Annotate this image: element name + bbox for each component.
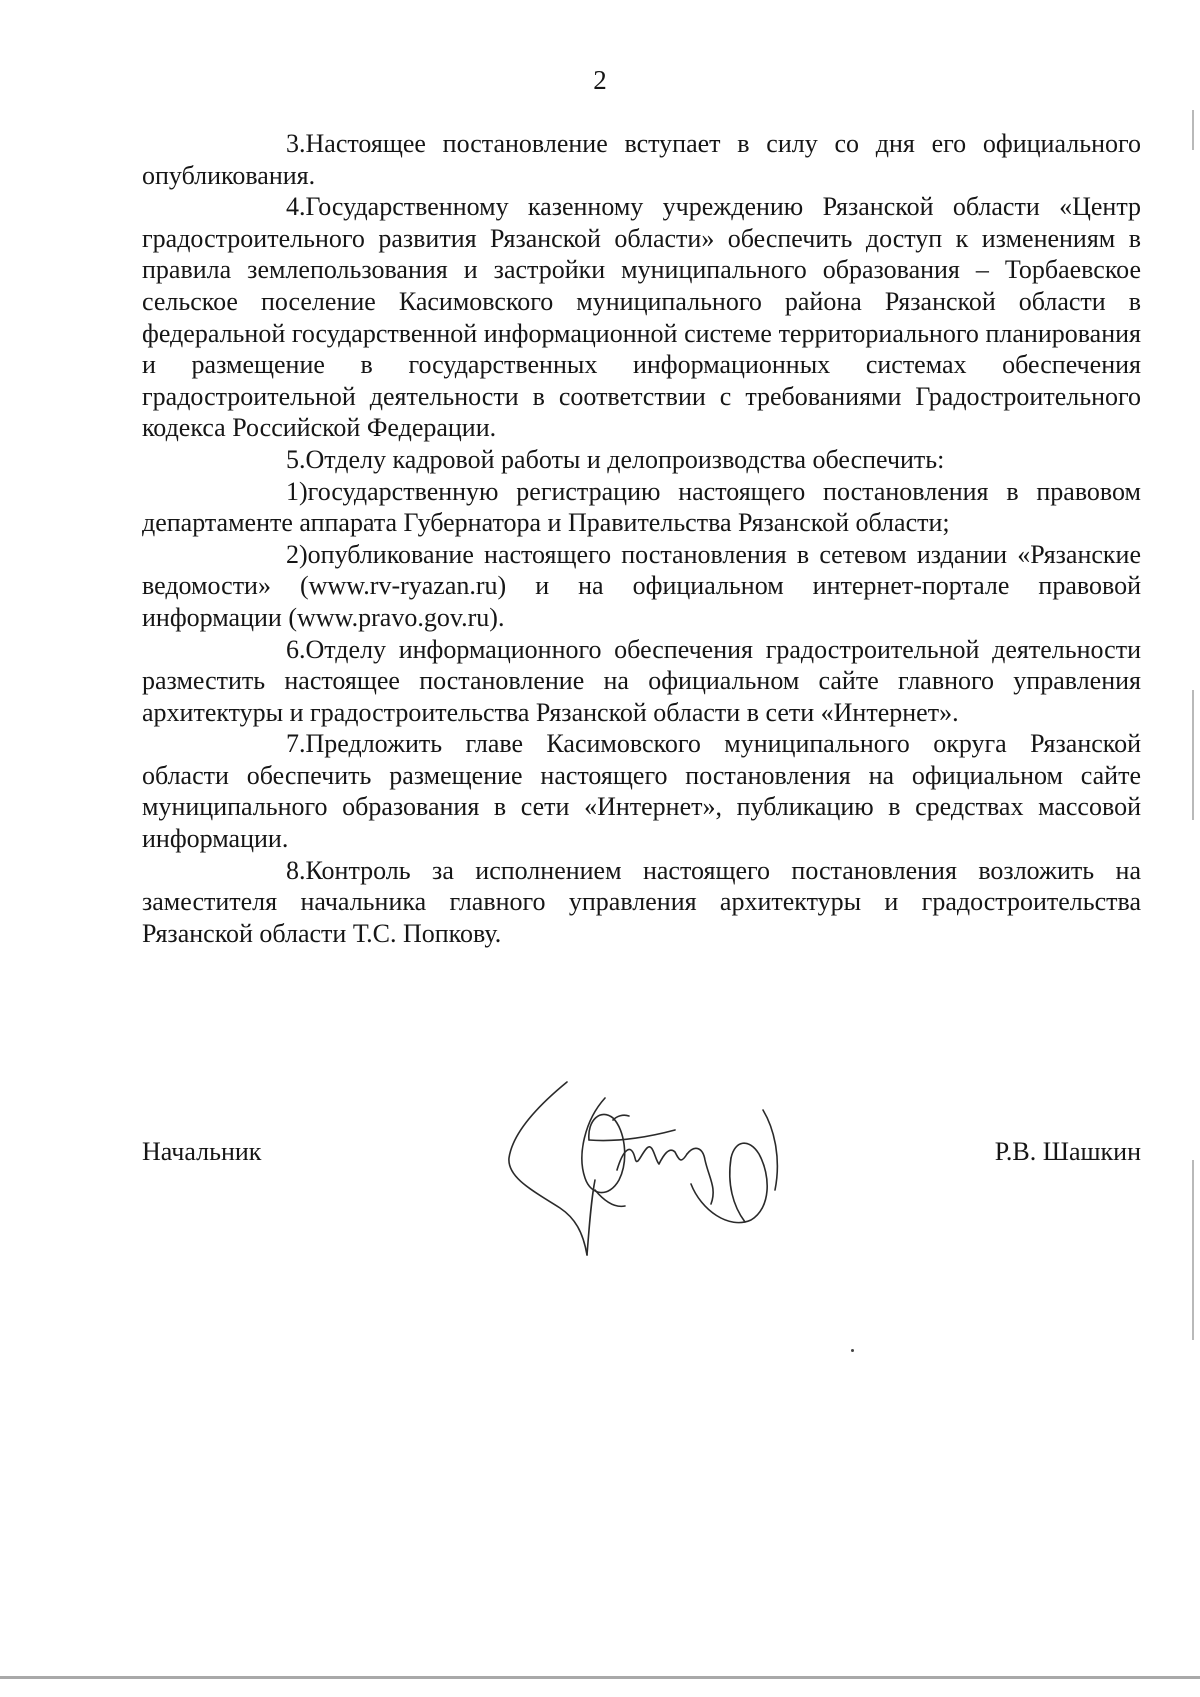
scan-speck bbox=[851, 1349, 854, 1352]
paragraph-7 bbox=[142, 728, 1141, 854]
paragraph-4 bbox=[142, 191, 1141, 444]
paragraph-number: 3. bbox=[286, 129, 306, 158]
page-number: 2 bbox=[593, 65, 607, 95]
paragraph-text: опубликование настоящего постановления в сетевом издании «Рязанские ведомости» (www.rv-ryazan.ru) и на официальном интернет-портале правовой информации (www.pravo.gov.ru). bbox=[142, 539, 1141, 632]
scan-bottom-edge bbox=[0, 1676, 1200, 1679]
paragraph-number: 8. bbox=[286, 855, 306, 885]
paragraph-text: Настоящее постановление вступает в силу со дня его официального опубликования. bbox=[142, 129, 1141, 190]
paragraph-number: 5. bbox=[286, 444, 306, 474]
scan-edge-mark bbox=[1192, 690, 1194, 820]
paragraph-text: Государственному казенному учреждению Рязанской области «Центр градостроительного развития Рязанской области» обеспечить доступ к изменениям в правила землепользования и застройки муниципального образования – Торбаевское сельское поселение Касимовского муниципального района Рязанской области в федеральной государственной информационной системе территориального планирования и размещение в государственных информационных системах обеспечения градостроительной деятельности в соответствии с требованиями Градостроительного кодекса Российской Федерации. bbox=[142, 192, 1141, 443]
scan-edge-mark bbox=[1192, 110, 1194, 150]
document-body bbox=[142, 128, 1141, 949]
paragraph-number: 6. bbox=[286, 634, 306, 664]
scan-edge-mark bbox=[1192, 1160, 1194, 1340]
paragraph-text: Отделу кадровой работы и делопроизводства обеспечить: bbox=[305, 444, 945, 474]
paragraph-5 bbox=[142, 444, 1141, 476]
paragraph-number: 7. bbox=[286, 729, 306, 759]
subparagraph-1 bbox=[142, 476, 1141, 539]
paragraph-number: 1) bbox=[286, 476, 308, 506]
paragraph-6 bbox=[142, 634, 1141, 729]
paragraph-text: государственную регистрацию настоящего постановления в правовом департаменте аппарата Губернатора и Правительства Рязанской области; bbox=[142, 476, 1141, 538]
paragraph-number: 2) bbox=[286, 539, 308, 569]
paragraph-text: Предложить главе Касимовского муниципального округа Рязанской области обеспечить размещение настоящего постановления на официальном сайте муниципального образования в сети «Интернет», публикацию в средствах массовой информации. bbox=[142, 729, 1141, 854]
paragraph-3 bbox=[142, 128, 1141, 191]
signatory-title: Начальник bbox=[142, 1137, 262, 1166]
subparagraph-2 bbox=[142, 539, 1141, 634]
paragraph-text: Отделу информационного обеспечения градостроительной деятельности разместить настоящее постановление на официальном сайте главного управления архитектуры и градостроительства Рязанской области в сети «Интернет». bbox=[142, 634, 1141, 727]
handwritten-signature bbox=[505, 1080, 890, 1265]
paragraph-number: 4. bbox=[286, 192, 306, 222]
paragraph-8 bbox=[142, 855, 1141, 950]
signatory-name: Р.В. Шашкин bbox=[994, 1137, 1141, 1166]
paragraph-text: Контроль за исполнением настоящего постановления возложить на заместителя начальника главного управления архитектуры и градостроительства Рязанской области Т.С. Попкову. bbox=[142, 855, 1141, 948]
